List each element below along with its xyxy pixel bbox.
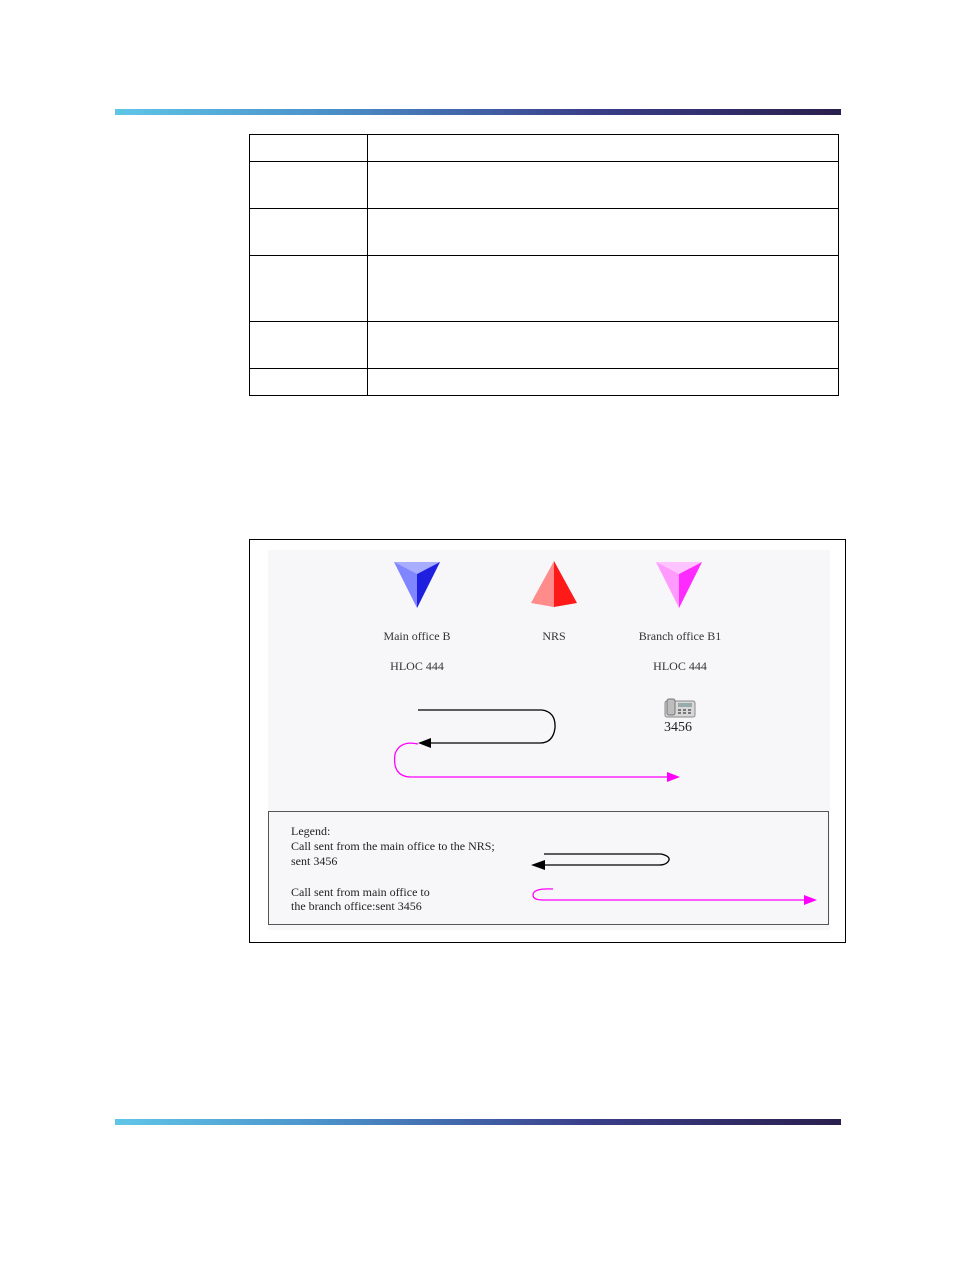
phone-extension: 3456: [664, 720, 692, 735]
table-cell: [368, 209, 839, 256]
table-cell: [368, 256, 839, 322]
nrs-name: NRS: [542, 629, 566, 643]
table-cell: [250, 369, 368, 396]
legend-title: Legend:: [291, 824, 331, 838]
legend: [268, 811, 829, 925]
main-office-hloc: HLOC 444: [390, 659, 444, 673]
table-row: [250, 322, 839, 369]
legend-item-branch-line2: the branch office:sent 3456: [291, 899, 422, 913]
table-cell: [250, 209, 368, 256]
table-cell: [250, 162, 368, 209]
table-row: [250, 162, 839, 209]
table-row: [250, 209, 839, 256]
legend-item-nrs-line2: sent 3456: [291, 854, 338, 868]
main-office-name: Main office B: [383, 629, 451, 643]
table-cell: [368, 369, 839, 396]
table-cell: [368, 162, 839, 209]
table-cell: [368, 322, 839, 369]
legend-item-branch-line1: Call sent from main office to: [291, 885, 430, 899]
network-figure: [249, 539, 846, 943]
table-row: [250, 135, 839, 162]
legend-magenta-arrow: [269, 812, 830, 926]
footer-rule: [115, 1119, 841, 1125]
header-rule: [115, 109, 841, 115]
table-row: [250, 369, 839, 396]
branch-office-name: Branch office B1: [638, 629, 722, 643]
table-cell: [368, 135, 839, 162]
data-table: [249, 134, 839, 396]
table-cell: [250, 135, 368, 162]
legend-item-nrs-line1: Call sent from the main office to the NRS;: [291, 839, 495, 853]
table-row: [250, 256, 839, 322]
branch-office-hloc: HLOC 444: [653, 659, 707, 673]
table-cell: [250, 256, 368, 322]
table-cell: [250, 322, 368, 369]
